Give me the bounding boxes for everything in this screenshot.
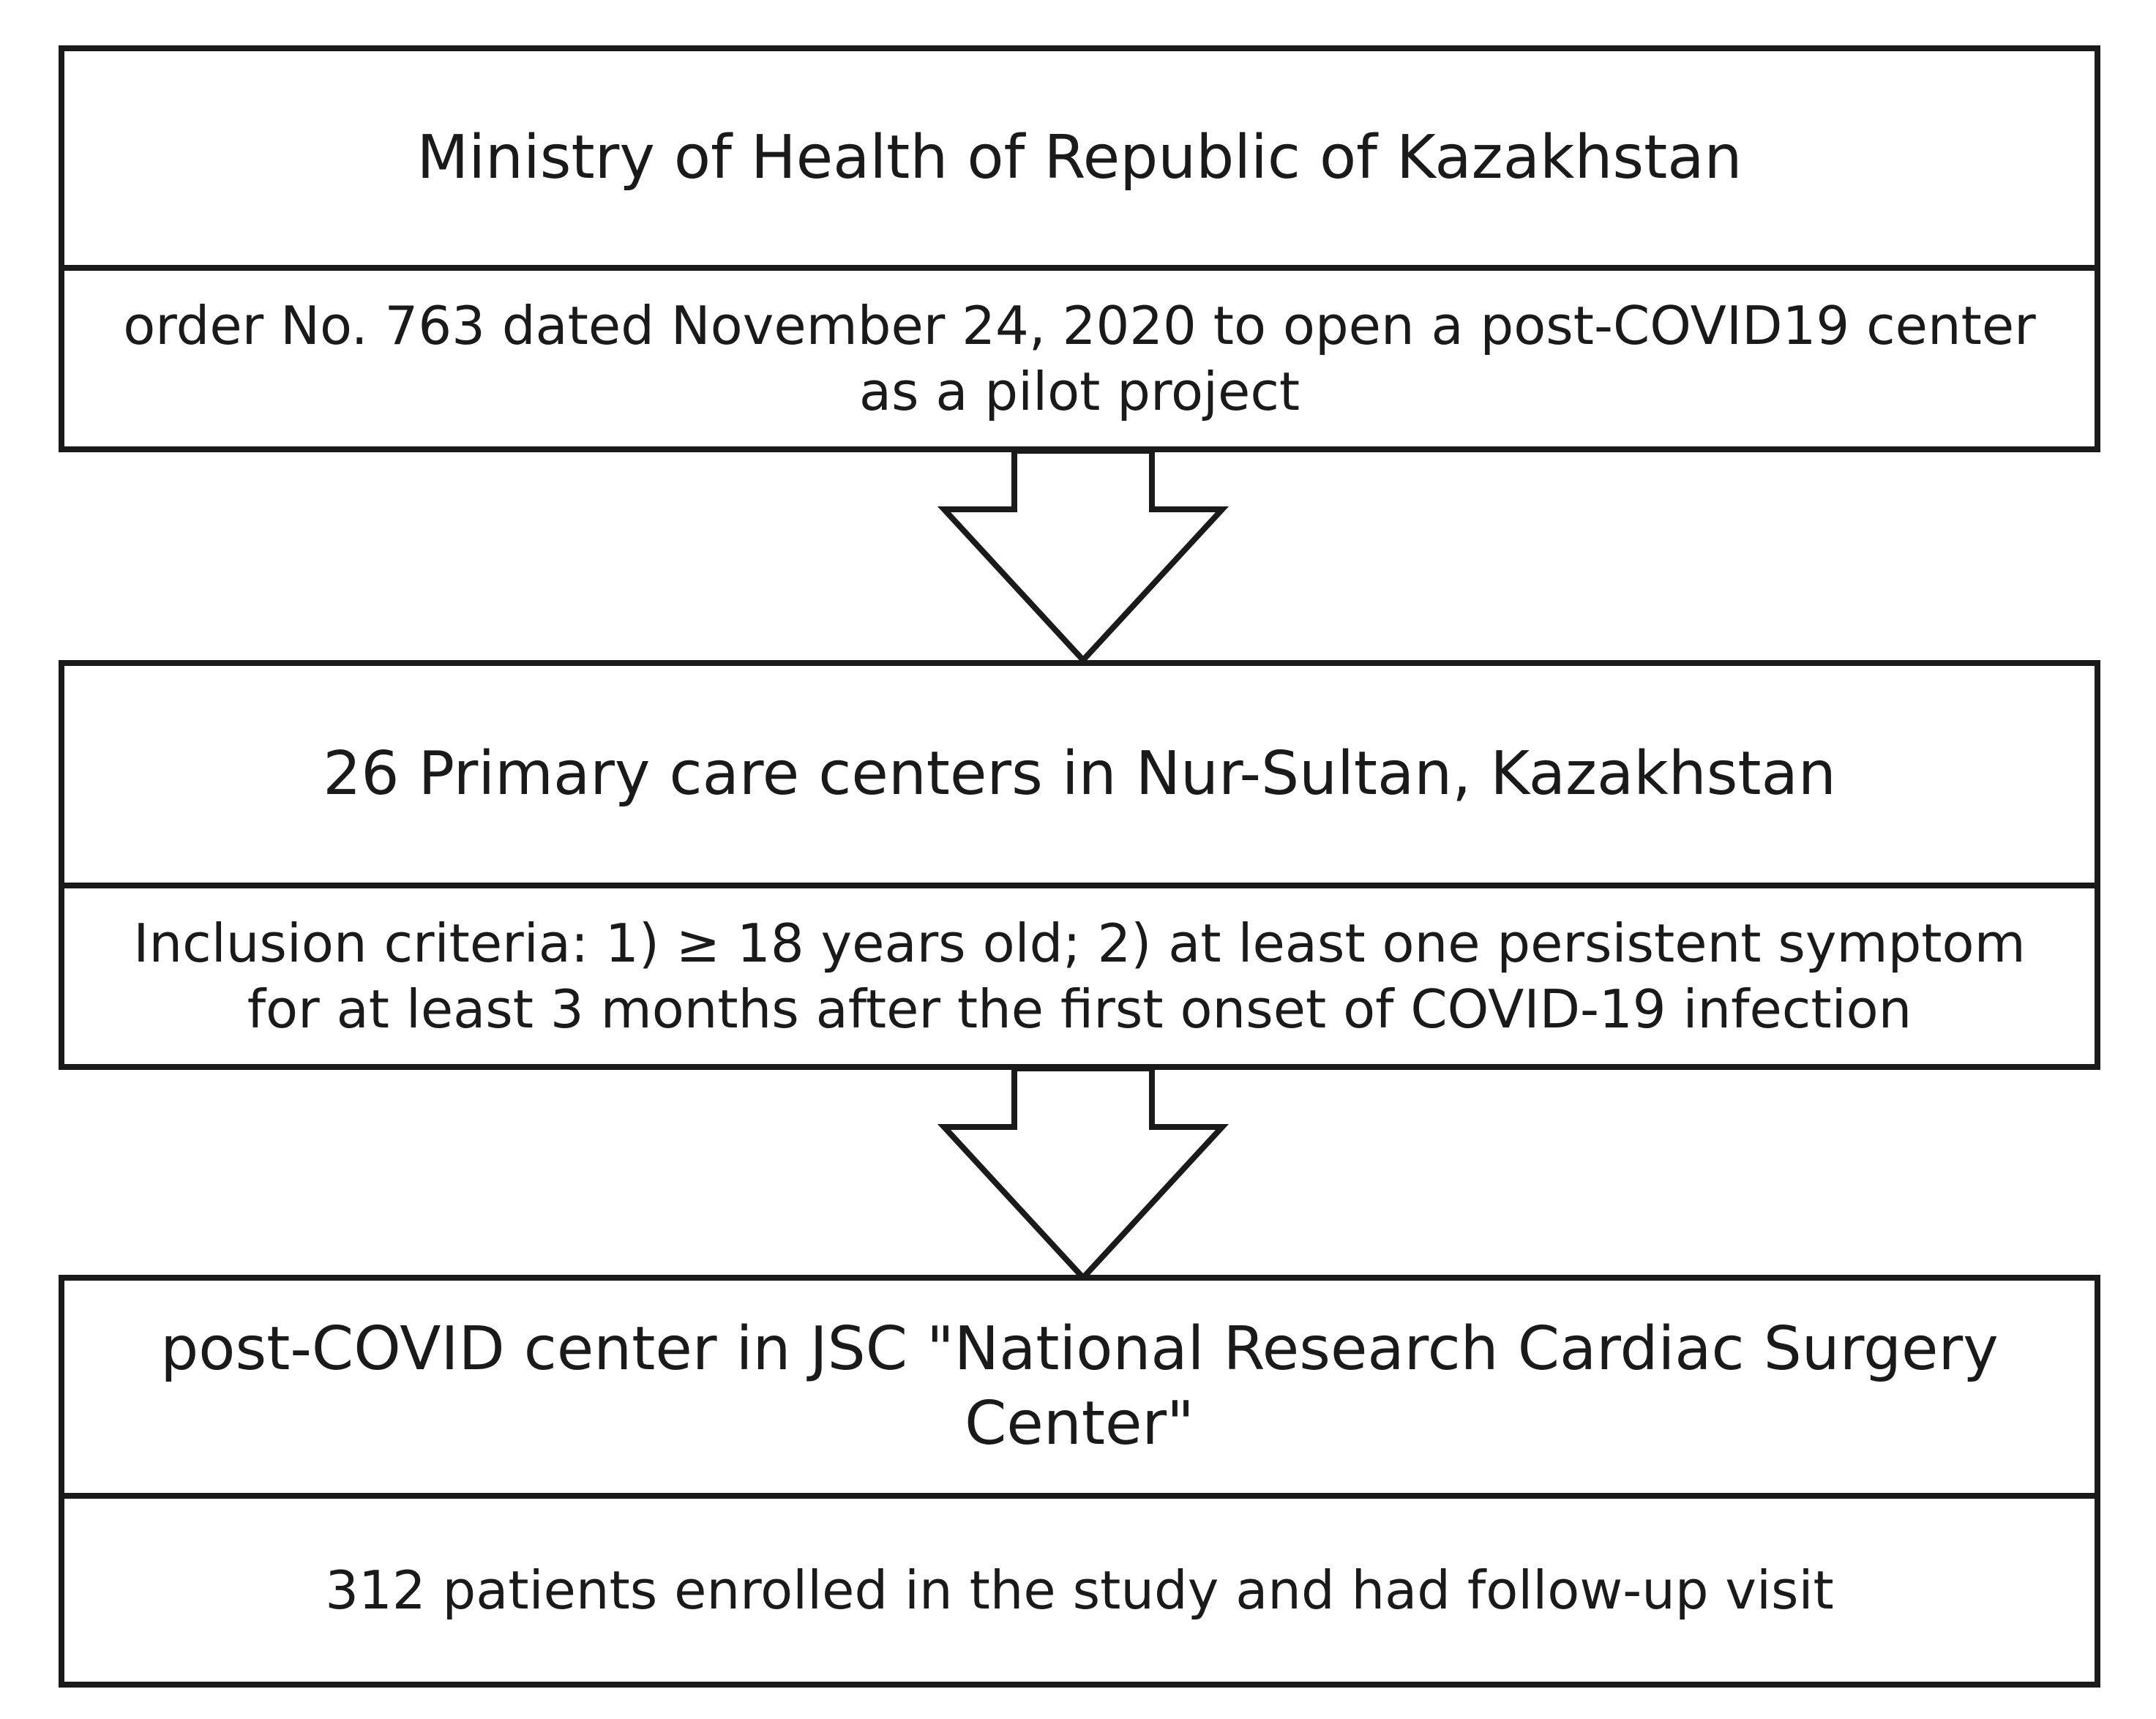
down-arrow-icon [929,1068,1237,1281]
step-primary-care-box [59,660,2100,1070]
step-detail: order No. 763 dated November 24, 2020 to open a post-COVID19 center as a pilot project [64,265,2095,446]
down-arrow-icon [929,451,1237,663]
step-detail: Inclusion criteria: 1) ≥ 18 years old; 2) at least one persistent symptom for at least 3 months after the first onset of COVID-19 infection [64,883,2095,1064]
step-detail: 312 patients enrolled in the study and had follow-up visit [64,1493,2095,1682]
step-title: Ministry of Health of Republic of Kazakhstan [416,122,1743,192]
step-ministry-box [59,45,2100,452]
step-post-covid-center-box [59,1275,2100,1688]
step-title: post-COVID center in JSC "National Research Cardiac Surgery Center" [160,1314,1999,1458]
step-title: 26 Primary care centers in Nur-Sultan, Kazakhstan [323,738,1836,809]
